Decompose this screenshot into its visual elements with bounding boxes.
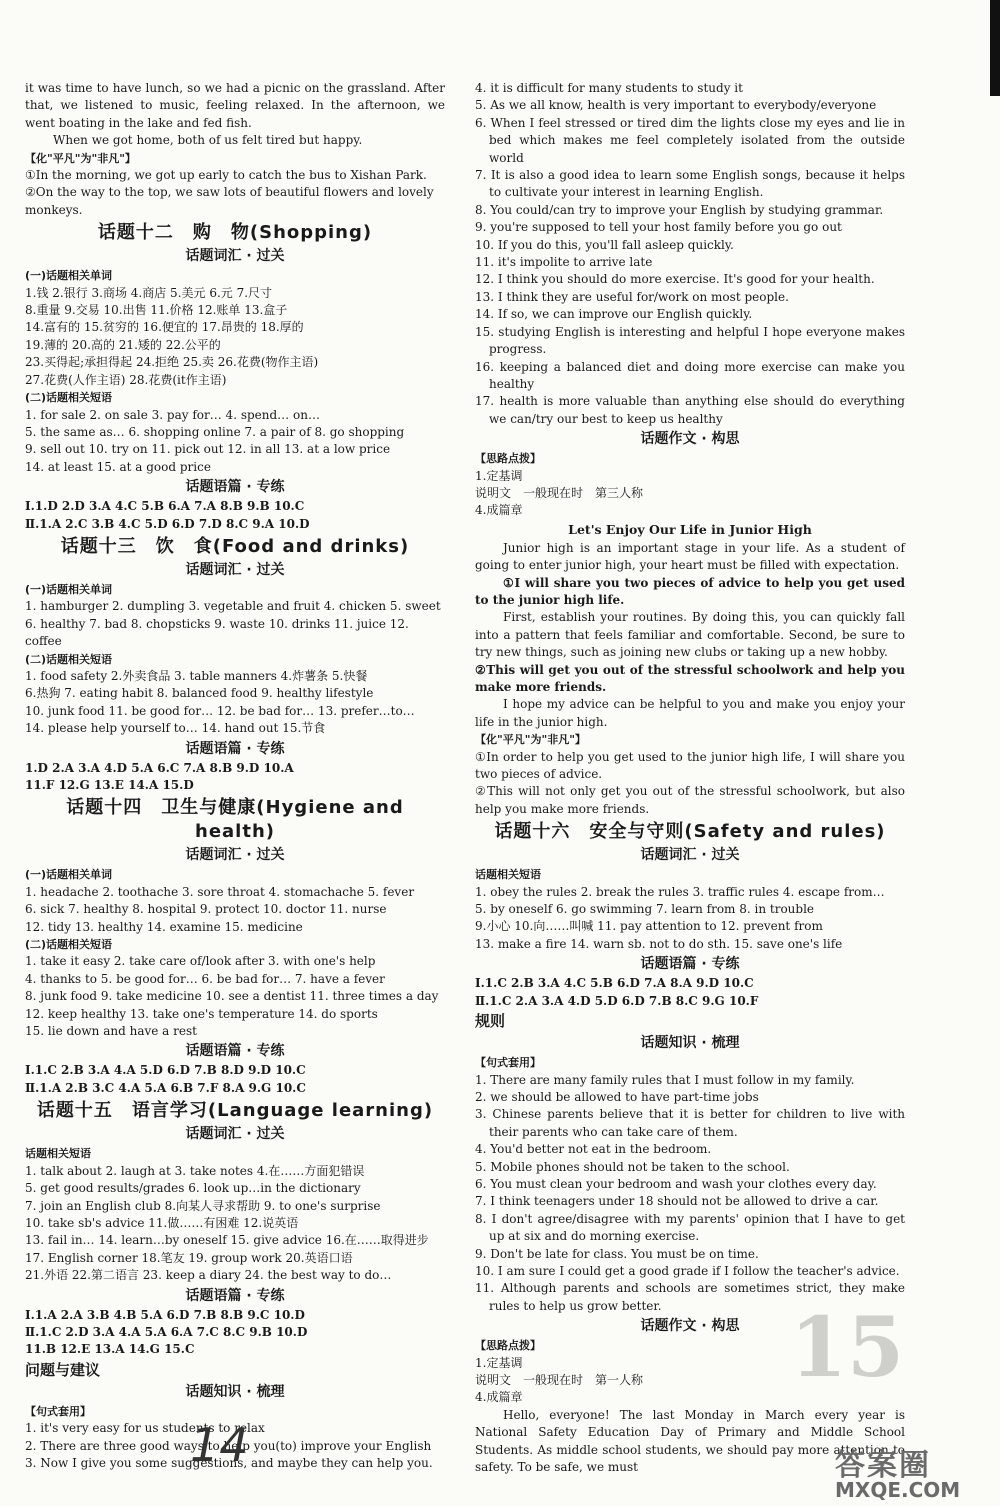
topic-12-words-heading: (一)话题相关单词 <box>25 269 113 283</box>
qa-pattern-line: 3. Now I give you some suggestions, and maybe they can help you. <box>25 1455 433 1470</box>
right-column <box>475 80 905 1476</box>
topic-12-drill-title: 话题语篇 · 专练 <box>185 479 285 496</box>
topic-15-phrases-line: 5. get good results/grades 6. look up…in the dictionary <box>25 1181 361 1196</box>
topic-14-phrases-line: 1. take it easy 2. take care of/look after 3. with one's help <box>25 954 376 969</box>
topic-16-phrases-heading: 话题相关短语 <box>475 868 541 882</box>
tips-heading: 【思路点拨】 <box>475 452 541 466</box>
topic-15-phrases-line: 17. English corner 18.笔友 19. group work 20.英语口语 <box>25 1250 353 1265</box>
topic-12-words-line: 8.重量 9.交易 10.出售 11.价格 12.账单 13.盒子 <box>25 303 288 318</box>
qa-pattern-heading: 【句式套用】 <box>25 1404 91 1418</box>
topic-15-title: 话题十五 语言学习(Language learning) <box>36 1100 434 1122</box>
topic-16-vocab-title: 话题词汇 · 过关 <box>640 847 740 864</box>
fanfan-sentence-2: ②On the way to the top, we saw lots of beautiful flowers and lovely monkeys. <box>25 185 434 217</box>
essay-paragraph: I hope my advice can be helpful to you and make you enjoy your life in the junior high. <box>475 697 905 729</box>
qa-composition-title: 话题作文 · 构思 <box>640 431 740 448</box>
topic-13-phrases-line: 14. please help yourself to… 14. hand out 15.节食 <box>25 721 326 736</box>
page-number: 15 <box>790 1300 905 1396</box>
tip-step-1-detail: 说明文 一般现在时 第三人称 <box>475 485 644 500</box>
topic-14-phrases-line: 12. keep healthy 13. take one's temperature 14. do sports <box>25 1006 378 1021</box>
essay-paragraph: Junior high is an important stage in your life. As a student of going to enter junior high, your heart must be filled with expectation. <box>475 540 905 573</box>
qa-pattern-line: 14. If so, we can improve our English quickly. <box>475 307 753 322</box>
topic-16-phrases-line: 13. make a fire 14. warn sb. not to do sth. 15. save one's life <box>475 936 843 951</box>
qa-section-title: 问题与建议 <box>25 1360 101 1379</box>
rules-pattern-line: 3. Chinese parents believe that it is better for children to live with their parents who can take care of them. <box>475 1107 905 1139</box>
intro-paragraph-1: it was time to have lunch, so we had a picnic on the grassland. After that, we listened to music, feeling relaxed. In the afternoon, we went boating in the lake and fed fish. <box>25 81 445 130</box>
topic-15-drill-title: 话题语篇 · 专练 <box>185 1287 285 1304</box>
rules-pattern-line: 11. Although parents and schools are sometimes strict, they make rules to help us grow better. <box>475 1281 905 1313</box>
topic-13-phrases-line: 1. food safety 2.外卖食品 3. table manners 4.炸薯条 5.快餐 <box>25 668 368 683</box>
topic-16-phrases-line: 5. by oneself 6. go swimming 7. learn from 8. in trouble <box>475 902 815 917</box>
topic-14-phrases-line: 4. thanks to 5. be good for… 6. be bad for… 7. have a fever <box>25 971 385 986</box>
qa-pattern-line: 17. health is more valuable than anything else should do everything we can/try our best to keep us healthy <box>475 394 905 426</box>
rules-pattern-line: 1. There are many family rules that I must follow in my family. <box>475 1072 855 1087</box>
intro-paragraph-2: When we got home, both of us felt tired but happy. <box>53 133 363 148</box>
topic-14-phrases-heading: (二)话题相关短语 <box>25 938 113 952</box>
topic-12-words-line: 27.花费(人作主语) 28.花费(it作主语) <box>25 372 227 387</box>
qa-pattern-line: 8. You could/can try to improve your English by studying grammar. <box>475 202 884 217</box>
handwritten-page-number: 14 <box>190 1418 249 1472</box>
topic-14-drill-title: 话题语篇 · 专练 <box>185 1043 285 1060</box>
tip-step-1: 1.定基调 <box>475 468 523 483</box>
topic-12-answers: Ⅱ.1.A 2.C 3.B 4.C 5.D 6.D 7.D 8.C 9.A 10.D <box>25 516 310 531</box>
topic-12-phrases-heading: (二)话题相关短语 <box>25 391 113 405</box>
topic-12-answers: Ⅰ.1.D 2.D 3.A 4.C 5.B 6.A 7.A 8.B 9.B 10.C <box>25 499 305 514</box>
left-column <box>25 80 445 1472</box>
topic-13-words-heading: (一)话题相关单词 <box>25 582 113 596</box>
qa-pattern-line: 7. It is also a good idea to learn some English songs, because it helps to cultivate your interest in learning English. <box>475 168 905 200</box>
topic-14-words-line: 6. sick 7. healthy 8. hospital 9. protect 10. doctor 11. nurse <box>25 902 387 917</box>
topic-13-phrases-heading: (二)话题相关短语 <box>25 652 113 666</box>
topic-16-phrases-line: 9.小心 10.向……叫喊 11. pay attention to 12. prevent from <box>475 919 823 934</box>
rules-pattern-line: 10. I am sure I could get a good grade if I follow the teacher's advice. <box>475 1263 900 1278</box>
qa-knowledge-title: 话题知识 · 梳理 <box>185 1383 285 1400</box>
topic-13-phrases-line: 6.热狗 7. eating habit 8. balanced food 9. healthy lifestyle <box>25 686 374 701</box>
qa-pattern-line: 5. As we all know, health is very important to everybody/everyone <box>475 98 877 113</box>
topic-15-phrases-heading: 话题相关短语 <box>25 1147 91 1161</box>
topic-12-vocab-title: 话题词汇 · 过关 <box>185 248 285 265</box>
page-edge-bar <box>990 0 1000 96</box>
watermark-text-en: MXQE.COM <box>835 1478 961 1502</box>
topic-16-answers: Ⅱ.1.C 2.A 3.A 4.D 5.D 6.D 7.B 8.C 9.G 10.F <box>475 993 759 1008</box>
topic-13-words-line: 1. hamburger 2. dumpling 3. vegetable and fruit 4. chicken 5. sweet <box>25 599 441 614</box>
rules-pattern-line: 4. You'd better not eat in the bedroom. <box>475 1142 712 1157</box>
fanfan-sentence-1: ①In the morning, we got up early to catch the bus to Xishan Park. <box>25 168 427 183</box>
topic-16-phrases-line: 1. obey the rules 2. break the rules 3. traffic rules 4. escape from… <box>475 884 885 899</box>
qa-pattern-line: 4. it is difficult for many students to study it <box>475 81 743 95</box>
topic-15-phrases-line: 7. join an English club 8.向某人寻求帮助 9. to one's surprise <box>25 1198 381 1213</box>
topic-13-words-line: 6. healthy 7. bad 8. chopsticks 9. waste 10. drinks 11. juice 12. coffee <box>25 616 409 649</box>
qa-pattern-line: 6. When I feel stressed or tired dim the lights close my eyes and lie in bed which makes me feel completely isolated from the outside world <box>475 115 905 165</box>
qa-pattern-line: 15. studying English is interesting and helpful I hope everyone makes progress. <box>475 324 905 357</box>
essay-paragraph: First, establish your routines. By doing this, you can quickly fall into a pattern that feels familiar and comfortable. Second, be sure to try new things, such as joining new clubs or taking up a new hobby. <box>475 610 905 660</box>
essay-highlight: ①I will share you two pieces of advice to help you get used to the junior high life. <box>475 575 905 607</box>
topic-15-phrases-line: 10. take sb's advice 11.做……有困难 12.说英语 <box>25 1215 299 1230</box>
topic-13-phrases-line: 10. junk food 11. be good for… 12. be bad for… 13. prefer…to… <box>25 703 415 718</box>
topic-13-answers: 11.F 12.G 13.E 14.A 15.D <box>25 778 194 792</box>
rules-pattern-heading: 【句式套用】 <box>475 1056 541 1070</box>
topic-13-title: 话题十三 饮 食(Food and drinks) <box>60 535 410 557</box>
topic-14-answers: Ⅱ.1.A 2.B 3.C 4.A 5.A 6.B 7.F 8.A 9.G 10.C <box>25 1080 306 1095</box>
fanfan-heading: 【化"平凡"为"非凡"】 <box>25 151 136 165</box>
essay-highlight: ②This will get you out of the stressful schoolwork and help you make more friends. <box>475 662 905 694</box>
qa-pattern-line: 11. it's impolite to arrive late <box>475 255 653 270</box>
rules-tip-step-4: 4.成篇章 <box>475 1390 523 1405</box>
topic-14-words-line: 12. tidy 13. healthy 14. examine 15. medicine <box>25 919 303 934</box>
topic-14-title: 话题十四 卫生与健康(Hygiene and health) <box>66 797 404 843</box>
qa-pattern-line: 10. If you do this, you'll fall asleep quickly. <box>475 237 734 252</box>
rules-pattern-line: 9. Don't be late for class. You must be on time. <box>475 1246 759 1261</box>
topic-13-drill-title: 话题语篇 · 专练 <box>185 740 285 757</box>
topic-12-phrases-line: 14. at least 15. at a good price <box>25 459 211 474</box>
topic-12-phrases-line: 1. for sale 2. on sale 3. pay for… 4. spend… on… <box>25 407 320 422</box>
qa-pattern-line: 9. you're supposed to tell your host family before you go out <box>475 220 842 235</box>
rules-essay-paragraph: Hello, everyone! The last Monday in March every year is National Safety Education Day of Primary and Middle School Students. As middle school students, we should pay more attention to safety. To be safe, we must <box>475 1407 905 1475</box>
topic-12-words-line: 1.钱 2.银行 3.商场 4.商店 5.美元 6.元 7.尺寸 <box>25 285 273 300</box>
topic-12-phrases-line: 5. the same as… 6. shopping online 7. a pair of 8. go shopping <box>25 424 405 439</box>
topic-15-answers: Ⅰ.1.A 2.A 3.B 4.B 5.A 6.D 7.B 8.B 9.C 10.D <box>25 1307 305 1322</box>
topic-14-phrases-line: 8. junk food 9. take medicine 10. see a dentist 11. three times a day <box>25 989 439 1004</box>
topic-15-vocab-title: 话题词汇 · 过关 <box>185 1126 285 1143</box>
topic-14-words-heading: (一)话题相关单词 <box>25 868 113 882</box>
topic-16-drill-title: 话题语篇 · 专练 <box>640 956 740 973</box>
rules-tip-step-1: 1.定基调 <box>475 1355 523 1370</box>
topic-14-phrases-line: 15. lie down and have a rest <box>25 1024 197 1039</box>
topic-14-words-line: 1. headache 2. toothache 3. sore throat 4. stomachache 5. fever <box>25 884 415 899</box>
qa-pattern-line: 1. it's very easy for us students to relax <box>25 1421 265 1436</box>
fanfan-sentence: ②This will not only get you out of the stressful schoolwork, but also help you make more friends. <box>475 784 905 816</box>
rules-pattern-line: 7. I think teenagers under 18 should not be allowed to drive a car. <box>475 1194 879 1209</box>
qa-pattern-line: 12. I think you should do more exercise. It's good for your health. <box>475 272 875 287</box>
topic-16-title: 话题十六 安全与守则(Safety and rules) <box>494 821 886 843</box>
rules-tip-step-1-detail: 说明文 一般现在时 第一人称 <box>475 1373 644 1387</box>
topic-15-answers: 11.B 12.E 13.A 14.G 15.C <box>25 1342 195 1357</box>
fanfan-heading: 【化"平凡"为"非凡"】 <box>475 733 586 747</box>
watermark-logo <box>835 1440 960 1502</box>
essay-title: Let's Enjoy Our Life in Junior High <box>568 521 812 537</box>
qa-pattern-line: 13. I think they are useful for/work on most people. <box>475 289 789 304</box>
topic-15-answers: Ⅱ.1.C 2.D 3.A 4.A 5.A 6.A 7.C 8.C 9.B 10.D <box>25 1324 308 1339</box>
tip-step-4: 4.成篇章 <box>475 503 523 518</box>
rules-section-title: 规则 <box>475 1012 506 1031</box>
topic-13-answers: 1.D 2.A 3.A 4.D 5.A 6.C 7.A 8.B 9.D 10.A <box>25 760 294 775</box>
fanfan-sentence: ①In order to help you get used to the junior high life, I will share you two pieces of advice. <box>475 749 905 782</box>
topic-12-words-line: 19.薄的 20.高的 21.矮的 22.公平的 <box>25 337 221 352</box>
rules-composition-title: 话题作文 · 构思 <box>640 1318 740 1335</box>
topic-15-phrases-line: 1. talk about 2. laugh at 3. take notes 4.在……方面犯错误 <box>25 1163 365 1178</box>
topic-14-vocab-title: 话题词汇 · 过关 <box>185 847 285 864</box>
topic-16-answers: Ⅰ.1.C 2.B 3.A 4.C 5.B 6.D 7.A 8.A 9.D 10.C <box>475 976 754 991</box>
topic-14-answers: Ⅰ.1.C 2.B 3.A 4.A 5.D 6.D 7.B 8.D 9.D 10.C <box>25 1063 306 1078</box>
qa-pattern-line: 16. keeping a balanced diet and doing more exercise can make you healthy <box>475 359 905 391</box>
watermark-text-cn: 答案圈 <box>835 1448 931 1483</box>
rules-pattern-line: 6. You must clean your bedroom and wash your clothes every day. <box>475 1176 877 1191</box>
qa-pattern-line: 2. There are three good ways to help you(to) improve your English <box>25 1438 432 1453</box>
topic-15-phrases-line: 13. fail in… 14. learn…by oneself 15. give advice 16.在……取得进步 <box>25 1233 429 1248</box>
topic-12-words-line: 23.买得起;承担得起 24.拒绝 25.卖 26.花费(物作主语) <box>25 355 319 370</box>
rules-knowledge-title: 话题知识 · 梳理 <box>640 1035 740 1052</box>
rules-pattern-line: 5. Mobile phones should not be taken to the school. <box>475 1159 790 1174</box>
topic-15-phrases-line: 21.外语 22.第二语言 23. keep a diary 24. the best way to do… <box>25 1268 392 1283</box>
topic-12-words-line: 14.富有的 15.贫穷的 16.便宜的 17.昂贵的 18.厚的 <box>25 320 304 335</box>
topic-12-phrases-line: 9. sell out 10. try on 11. pick out 12. in all 13. at a low price <box>25 442 391 457</box>
rules-tips-heading: 【思路点拨】 <box>475 1339 541 1353</box>
topic-12-title: 话题十二 购 物(Shopping) <box>97 222 373 244</box>
topic-13-vocab-title: 话题词汇 · 过关 <box>185 561 285 578</box>
rules-pattern-line: 2. we should be allowed to have part-time jobs <box>475 1089 759 1104</box>
rules-pattern-line: 8. I don't agree/disagree with my parents' opinion that I have to get up at six and do morning exercise. <box>475 1211 905 1244</box>
